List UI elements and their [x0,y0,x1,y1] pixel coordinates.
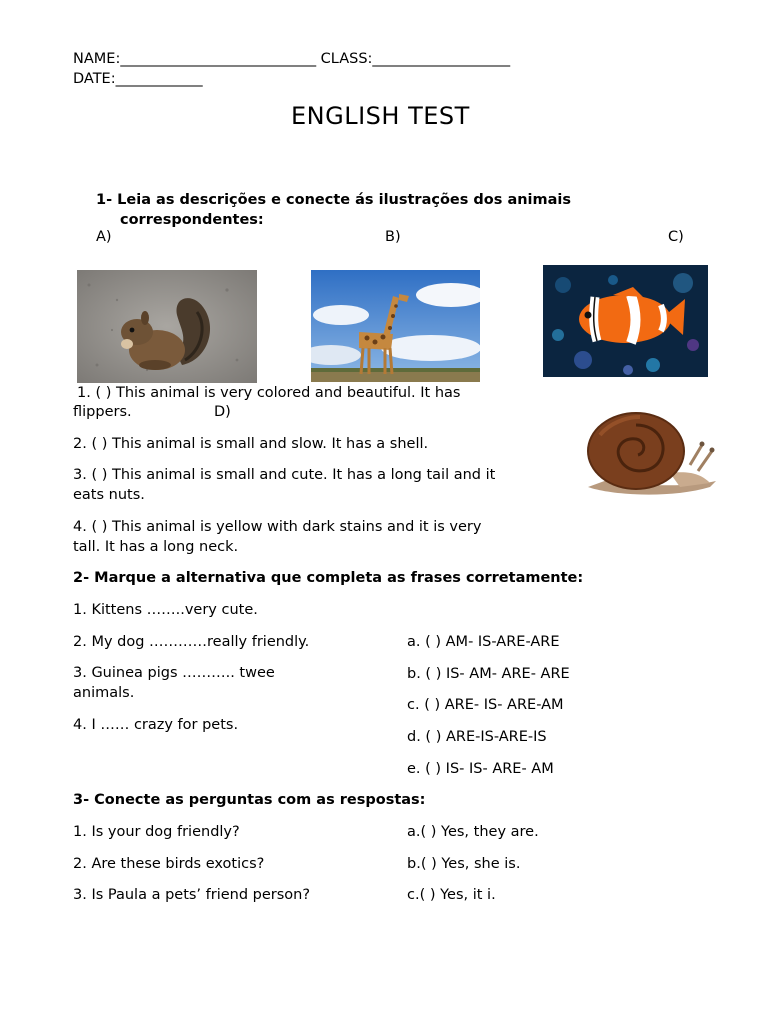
q2-option-d[interactable]: d. ( ) ARE-IS-ARE-IS [407,729,547,745]
q2-option-c[interactable]: c. ( ) ARE- IS- ARE-AM [407,697,564,713]
q1-item-4-line2: tall. It has a long neck. [73,539,239,555]
name-class-line: NAME:___________________________ CLASS:___________________ [73,51,511,67]
q2-option-a[interactable]: a. ( ) AM- IS-ARE-ARE [407,634,560,650]
q2-sentence-3-line1: 3. Guinea pigs ……….. twee [73,665,275,681]
label-b: B) [385,229,401,245]
clownfish-image [543,265,708,377]
q1-heading-line1: 1- Leia as descrições e conecte ás ilustrações dos animais [96,192,572,208]
q2-heading: 2- Marque a alternativa que completa as frases corretamente: [73,570,584,586]
giraffe-image [311,270,480,382]
q3-answer-b[interactable]: b.( ) Yes, she is. [407,856,521,872]
label-a: A) [96,229,112,245]
q2-option-b[interactable]: b. ( ) IS- AM- ARE- ARE [407,666,570,682]
q3-question-2: 2. Are these birds exotics? [73,856,265,872]
label-c: C) [668,229,684,245]
q3-heading: 3- Conecte as perguntas com as respostas: [73,792,426,808]
q1-item-3-line2: eats nuts. [73,487,145,503]
q2-sentence-4: 4. I …… crazy for pets. [73,717,239,733]
q3-question-1: 1. Is your dog friendly? [73,824,240,840]
q1-item-1-line1: 1. ( ) This animal is very colored and beautiful. It has [77,385,461,401]
q1-item-2: 2. ( ) This animal is small and slow. It has a shell. [73,436,429,452]
page-title: ENGLISH TEST [291,102,470,130]
q2-option-e[interactable]: e. ( ) IS- IS- ARE- AM [407,761,554,777]
snail-image [570,395,735,515]
q2-sentence-2: 2. My dog …………really friendly. [73,634,310,650]
q1-heading-line2: correspondentes: [120,212,264,228]
q3-answer-c[interactable]: c.( ) Yes, it i. [407,887,496,903]
squirrel-image [77,270,257,383]
date-line: DATE:____________ [73,71,203,87]
q1-item-4-line1: 4. ( ) This animal is yellow with dark stains and it is very [73,519,482,535]
q1-item-3-line1: 3. ( ) This animal is small and cute. It has a long tail and it [73,467,496,483]
q3-question-3: 3. Is Paula a pets’ friend person? [73,887,311,903]
q3-answer-a[interactable]: a.( ) Yes, they are. [407,824,539,840]
q2-sentence-3-line2: animals. [73,685,135,701]
q2-sentence-1: 1. Kittens ……..very cute. [73,602,258,618]
label-d: D) [214,404,231,420]
q1-item-1-line2: flippers. [73,404,132,420]
